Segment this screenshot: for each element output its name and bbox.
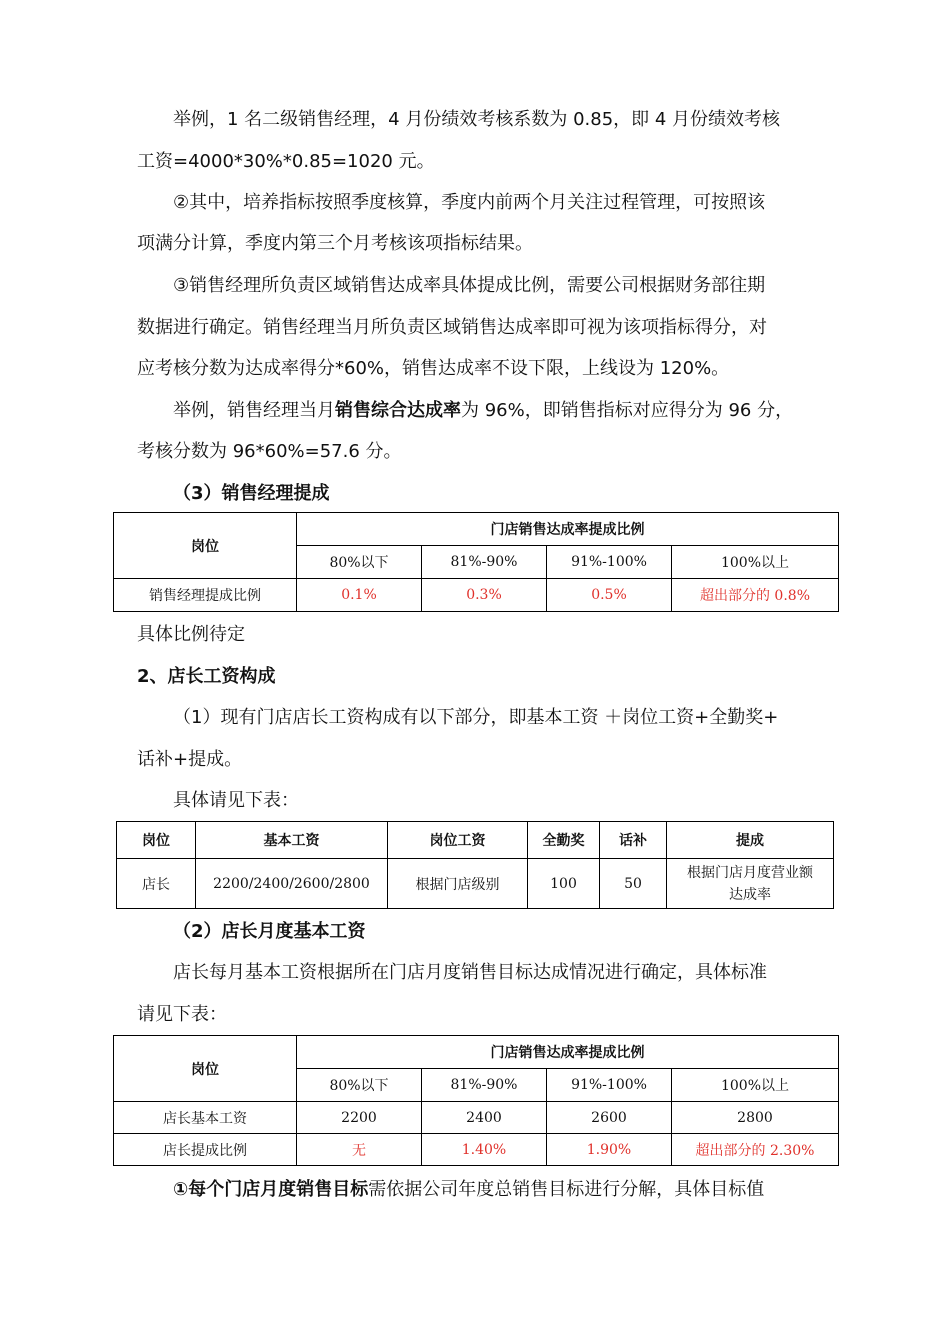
table1-cell: 0.3% bbox=[422, 579, 547, 612]
note-pending: 具体比例待定 bbox=[137, 624, 245, 645]
manager-commission-table bbox=[113, 512, 839, 612]
table3-col-header: 91%-100% bbox=[547, 1069, 672, 1102]
table1-cell: 0.1% bbox=[297, 579, 422, 612]
table2-header: 全勤奖 bbox=[528, 822, 600, 859]
para-base-salary-line2: 请见下表： bbox=[137, 1004, 227, 1025]
table2-cell: 店长 bbox=[117, 859, 196, 909]
table2-header: 基本工资 bbox=[196, 822, 388, 859]
table2-cell: 根据门店级别 bbox=[388, 859, 528, 909]
table3-post-header: 岗位 bbox=[114, 1036, 297, 1102]
heading-store-manager-salary: 2、店长工资构成 bbox=[137, 666, 276, 687]
para-base-salary-line1: 店长每月基本工资根据所在门店月度销售目标达成情况进行确定，具体标准 bbox=[173, 962, 767, 983]
para-region-line2: 数据进行确定。销售经理当月所负责区域销售达成率即可视为该项指标得分，对 bbox=[137, 317, 767, 338]
table2-commission-line2: 达成率 bbox=[729, 886, 771, 903]
table2-cell: 100 bbox=[528, 859, 600, 909]
table2-cell: 50 bbox=[600, 859, 667, 909]
para-monthly-target bbox=[173, 1178, 764, 1202]
para-region-line1: ③销售经理所负责区域销售达成率具体提成比例，需要公司根据财务部往期 bbox=[173, 275, 766, 296]
para-monthly-target-bold: ①每个门店月度销售目标 bbox=[173, 1179, 369, 1200]
table2-header: 提成 bbox=[667, 822, 834, 859]
table1-row-label: 销售经理提成比例 bbox=[114, 579, 297, 612]
table2-header: 岗位工资 bbox=[388, 822, 528, 859]
heading-monthly-base-salary: （2）店长月度基本工资 bbox=[173, 921, 366, 942]
table2-header: 话补 bbox=[600, 822, 667, 859]
table3-col-header: 81%-90% bbox=[422, 1069, 547, 1102]
table3-cell: 2800 bbox=[672, 1102, 839, 1134]
table1-col-header: 100%以上 bbox=[672, 546, 839, 579]
heading-manager-commission: （3）销售经理提成 bbox=[173, 483, 330, 504]
para-structure-line2: 话补+提成。 bbox=[137, 749, 243, 770]
table3-group-header: 门店销售达成率提成比例 bbox=[297, 1036, 839, 1069]
table3-col-header: 80%以下 bbox=[297, 1069, 422, 1102]
para-training-line1: ②其中，培养指标按照季度核算，季度内前两个月关注过程管理，可按照该 bbox=[173, 192, 766, 213]
para-example2-line1 bbox=[173, 399, 793, 423]
table3-row1-label: 店长基本工资 bbox=[114, 1102, 297, 1134]
table3-cell: 2400 bbox=[422, 1102, 547, 1134]
table1-group-header: 门店销售达成率提成比例 bbox=[297, 513, 839, 546]
para-region-line3: 应考核分数为达成率得分*60%，销售达成率不设下限，上线设为 120%。 bbox=[137, 358, 730, 379]
para-structure-line1: （1）现有门店店长工资构成有以下部分，即基本工资 ＋岗位工资+全勤奖+ bbox=[173, 707, 779, 728]
table1-cell: 超出部分的 0.8% bbox=[672, 579, 839, 612]
table3-cell: 2200 bbox=[297, 1102, 422, 1134]
table1-col-header: 81%-90% bbox=[422, 546, 547, 579]
table2-commission-line1: 根据门店月度营业额 bbox=[687, 864, 813, 881]
para-example2-text-c: 为 96%，即销售指标对应得分为 96 分， bbox=[461, 400, 794, 421]
table3-cell: 1.90% bbox=[547, 1134, 672, 1166]
table3-cell: 1.40% bbox=[422, 1134, 547, 1166]
table1-col-header: 91%-100% bbox=[547, 546, 672, 579]
table3-cell: 2600 bbox=[547, 1102, 672, 1134]
para-example-line1: 举例，1 名二级销售经理，4 月份绩效考核系数为 0.85，即 4 月份绩效考核 bbox=[173, 109, 781, 130]
table1-post-header: 岗位 bbox=[114, 513, 297, 579]
table3-row2-label: 店长提成比例 bbox=[114, 1134, 297, 1166]
table2-header: 岗位 bbox=[117, 822, 196, 859]
para-example2-line2: 考核分数为 96*60%=57.6 分。 bbox=[137, 441, 402, 462]
para-training-line2: 项满分计算，季度内第三个月考核该项指标结果。 bbox=[137, 233, 533, 254]
table2-cell-commission bbox=[667, 859, 834, 909]
table3-cell: 无 bbox=[297, 1134, 422, 1166]
table2-cell: 2200/2400/2600/2800 bbox=[196, 859, 388, 909]
table1-cell: 0.5% bbox=[547, 579, 672, 612]
table3-col-header: 100%以上 bbox=[672, 1069, 839, 1102]
para-example2-bold: 销售综合达成率 bbox=[335, 400, 461, 421]
para-example-line2: 工资=4000*30%*0.85=1020 元。 bbox=[137, 151, 435, 172]
store-manager-salary-table bbox=[113, 1035, 839, 1166]
para-monthly-target-rest: 需依据公司年度总销售目标进行分解，具体目标值 bbox=[368, 1179, 765, 1200]
table1-col-header: 80%以下 bbox=[297, 546, 422, 579]
para-see-table: 具体请见下表： bbox=[173, 790, 299, 811]
para-example2-text-a: 举例，销售经理当月 bbox=[173, 400, 335, 421]
salary-structure-table bbox=[116, 821, 834, 909]
table3-cell: 超出部分的 2.30% bbox=[672, 1134, 839, 1166]
